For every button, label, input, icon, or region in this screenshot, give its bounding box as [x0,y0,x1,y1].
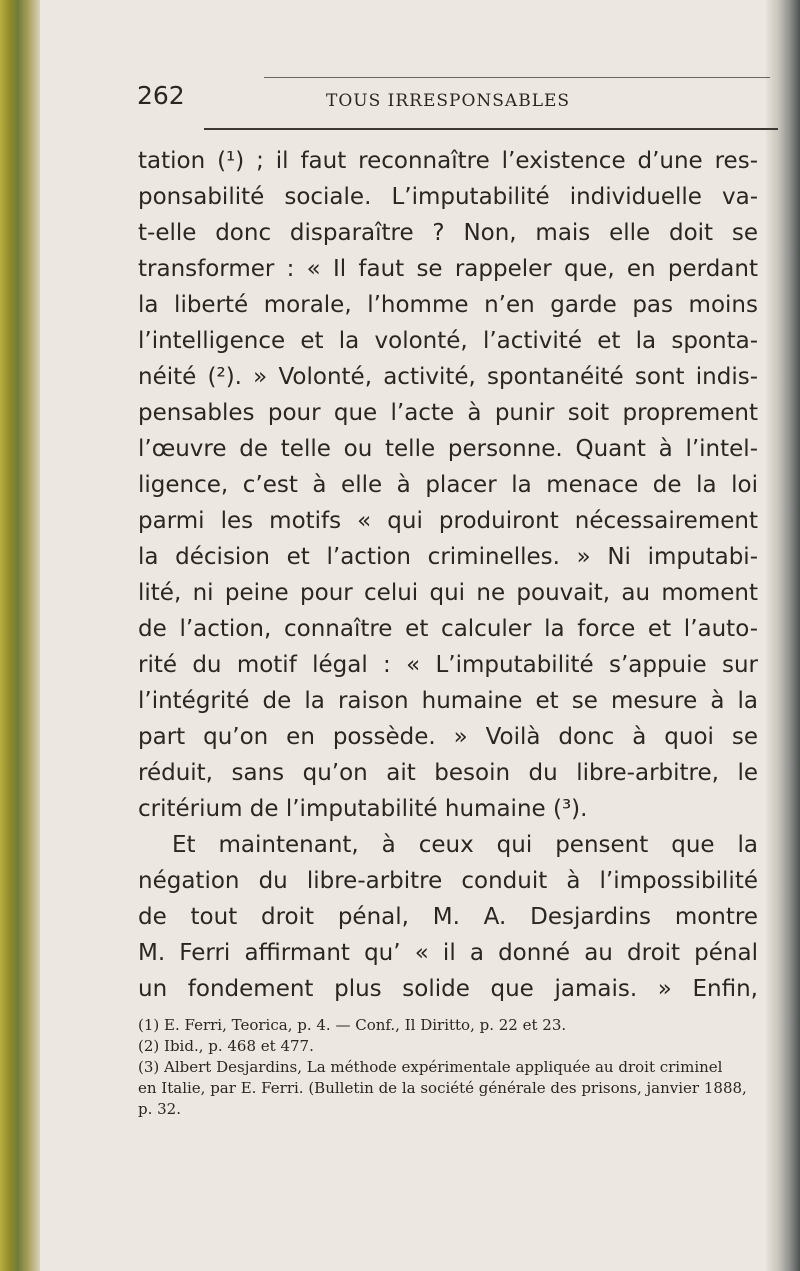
text-line: transformer : « Il faut se rappeler que, en perdant [138,256,758,282]
text-line: part qu’on en possède. » Voilà donc à quoi se [138,724,758,750]
page-number: 262 [137,81,185,110]
text-line: la liberté morale, l’homme n’en garde pas moins [138,292,758,318]
footnote-continuation: en Italie, par E. Ferri. (Bulletin de la société générale des prisons, janvier 1888, [138,1079,747,1097]
text-line: ponsabilité sociale. L’imputabilité individuelle va- [138,184,758,210]
running-head: TOUS IRRESPONSABLES [326,91,571,111]
text-line: un fondement plus solide que jamais. » Enfin, [138,976,758,1002]
text-line: de tout droit pénal, M. A. Desjardins montre [138,904,758,930]
text-line: réduit, sans qu’on ait besoin du libre-arbitre, le [138,760,758,786]
text-line: tation (¹) ; il faut reconnaître l’existence d’une res- [138,148,758,174]
text-line: l’œuvre de telle ou telle personne. Quant à l’intel- [138,436,758,462]
page-shadow-edge [766,0,800,1271]
text-line: parmi les motifs « qui produiront nécessairement [138,508,758,534]
footnote: (3) Albert Desjardins, La méthode expérimentale appliquée au droit criminel [138,1058,723,1076]
body-text [138,143,758,1007]
text-line: la décision et l’action criminelles. » Ni imputabi- [138,544,758,570]
text-line: néité (²). » Volonté, activité, spontanéité sont indis- [138,364,758,390]
text-line: rité du motif légal : « L’imputabilité s’appuie sur [138,652,758,678]
footnote: (2) Ibid., p. 468 et 477. [138,1037,314,1055]
text-line: pensables pour que l’acte à punir soit proprement [138,400,758,426]
text-line: de l’action, connaître et calculer la force et l’auto- [138,616,758,642]
text-line: Et maintenant, à ceux qui pensent que la [172,832,758,858]
text-line: l’intelligence et la volonté, l’activité et la sponta- [138,328,758,354]
footnote: (1) E. Ferri, Teorica, p. 4. — Conf., Il Diritto, p. 22 et 23. [138,1016,567,1034]
footnote-continuation: p. 32. [138,1100,181,1118]
text-line: lité, ni peine pour celui qui ne pouvait, au moment [138,580,758,606]
text-line: t-elle donc disparaître ? Non, mais elle doit se [138,220,758,246]
top-rule [264,77,770,78]
header-rule [204,128,778,130]
text-line: critérium de l’imputabilité humaine (³). [138,796,588,822]
text-line: l’intégrité de la raison humaine et se mesure à la [138,688,758,714]
book-page [40,0,766,1271]
footnotes [138,1015,758,1120]
text-line: ligence, c’est à elle à placer la menace de la loi [138,472,758,498]
text-line: M. Ferri affirmant qu’ « il a donné au droit pénal [138,940,758,966]
book-binding-edge [0,0,40,1271]
text-line: négation du libre-arbitre conduit à l’impossibilité [138,868,758,894]
